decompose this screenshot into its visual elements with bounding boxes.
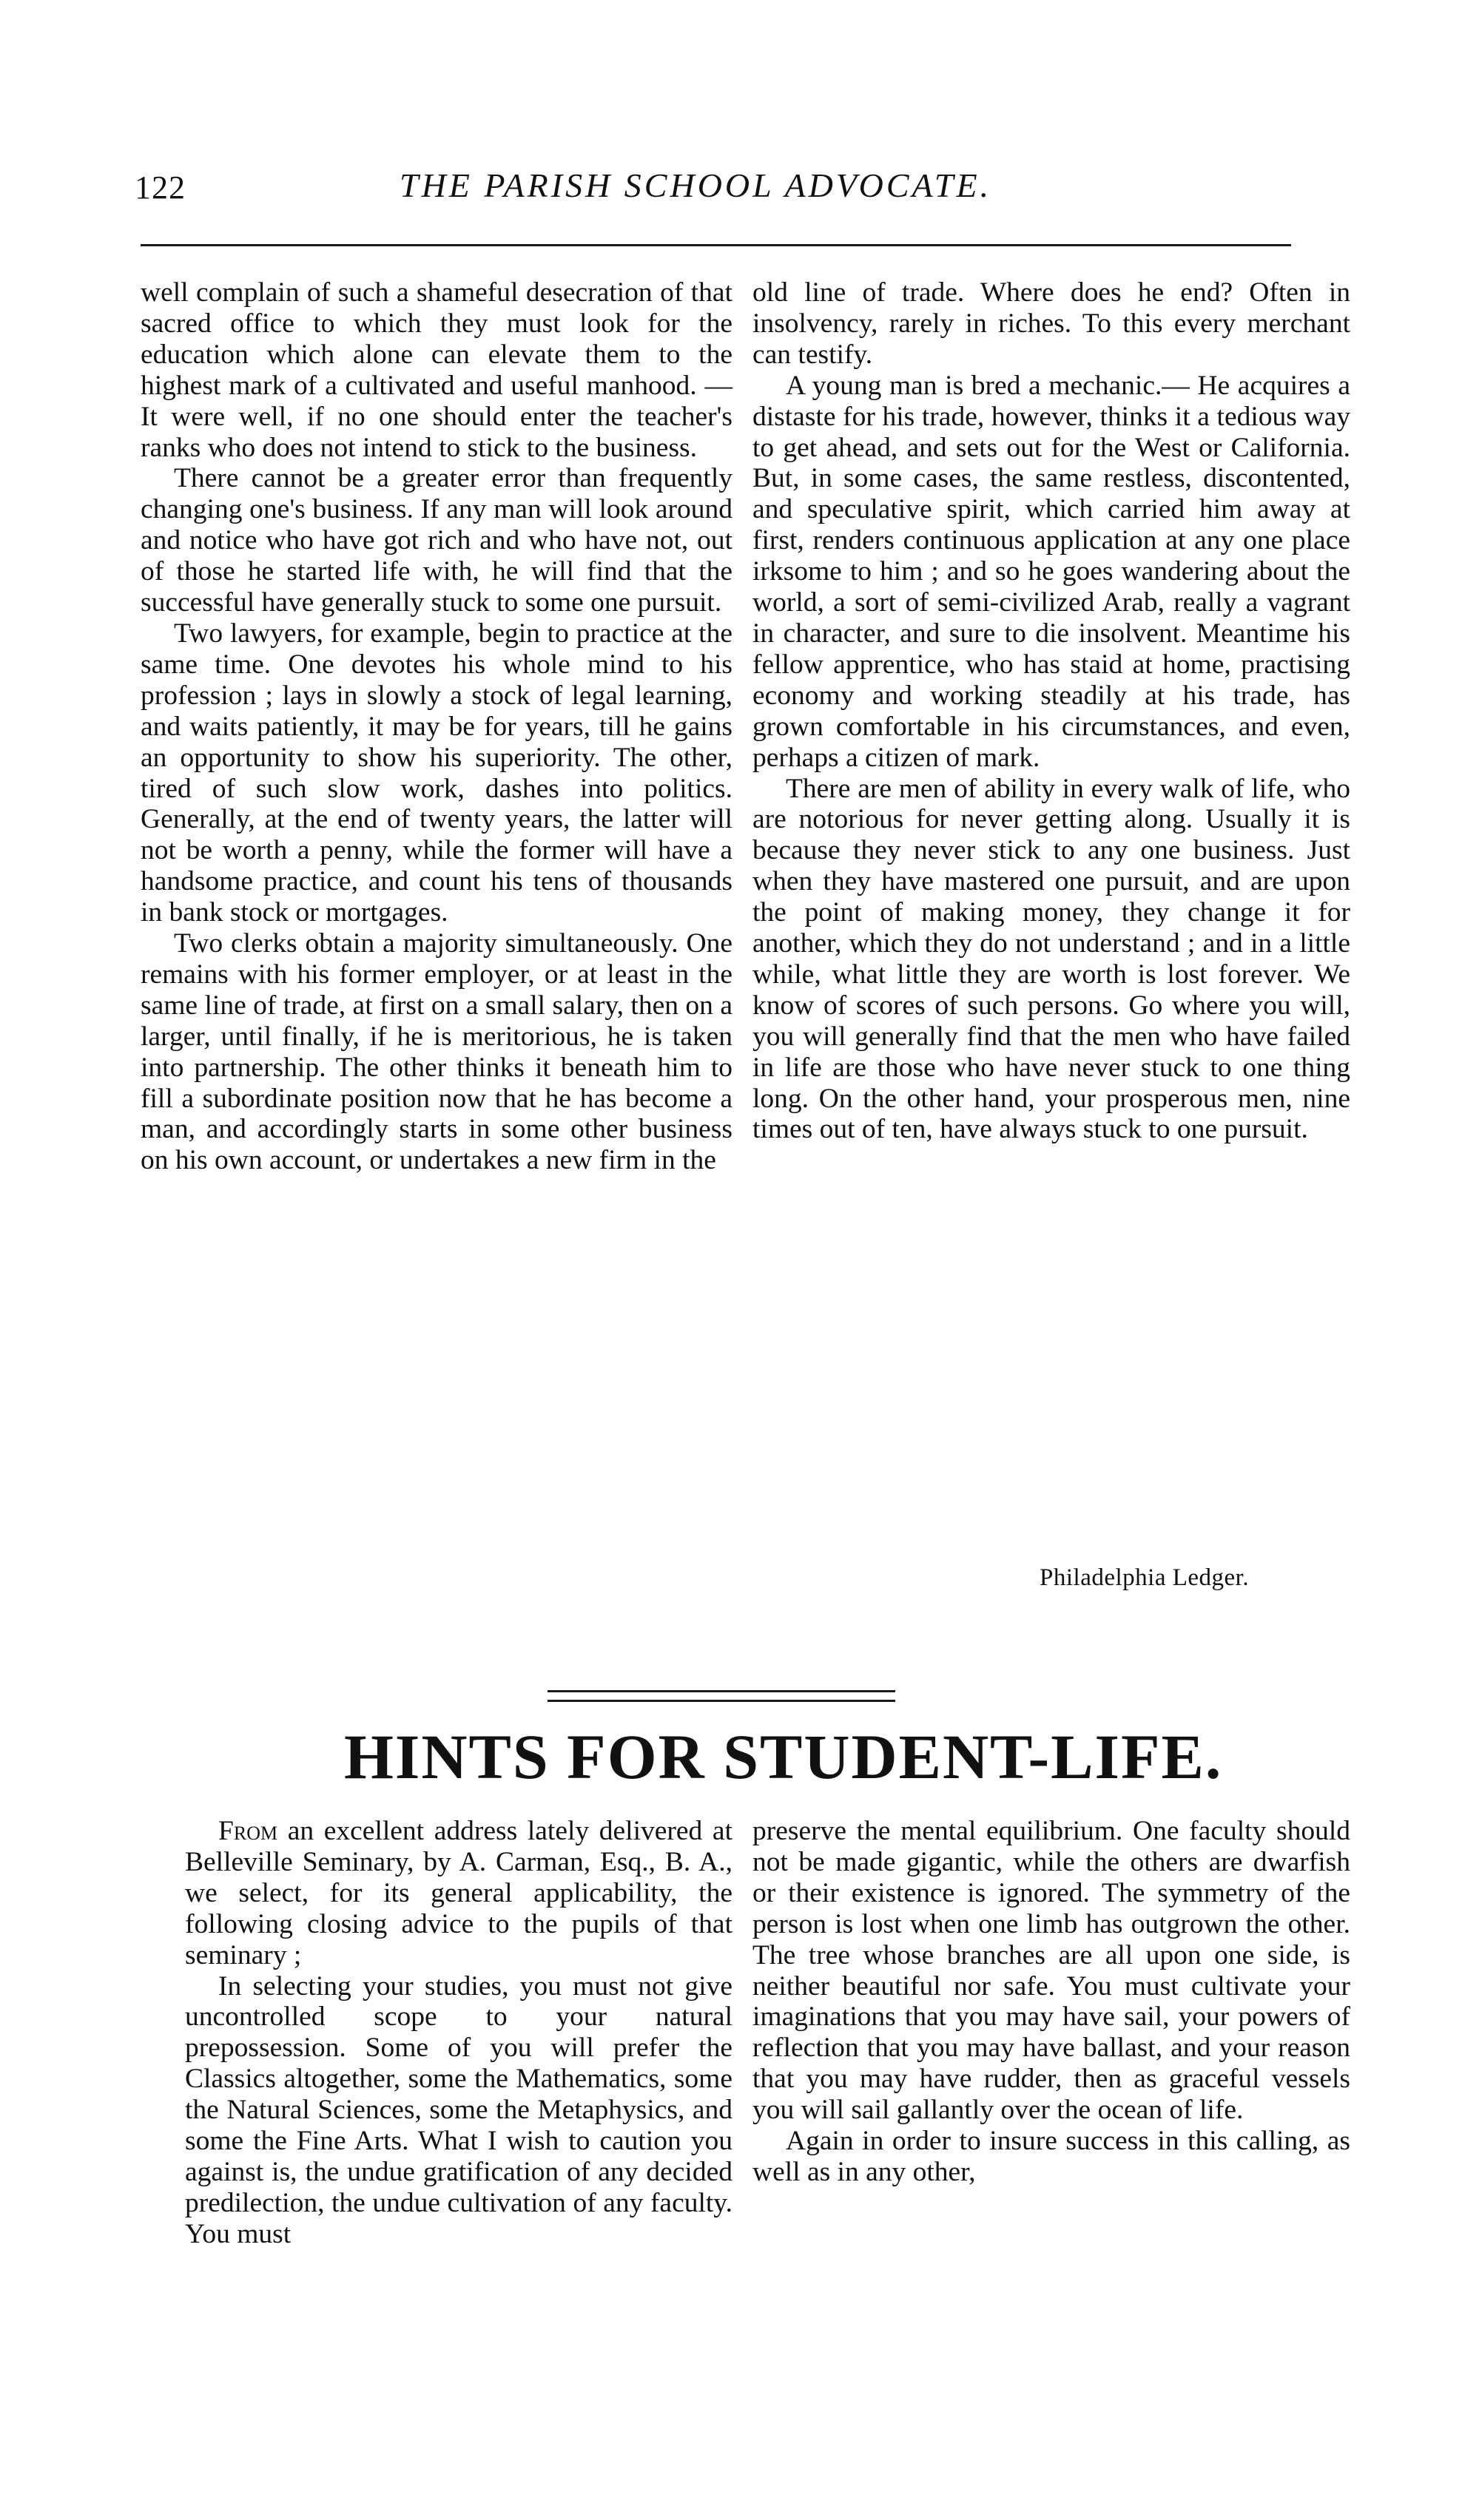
section-divider <box>548 1690 895 1702</box>
paragraph: Again in order to insure success in this calling, as well as in any other, <box>752 2126 1350 2187</box>
paragraph: Two lawyers, for example, begin to practice at the same time. One devotes his whole mind to his profession ; lays in slowly a stock of legal learning, and waits patiently, it may be for years, till he gains an opportunity to show his superiority. The other, tired of such slow work, dashes into politics. Generally, at the end of twenty years, the latter will not be worth a penny, while the former will have a handsome practice, and count his tens of thousands in bank stock or mortgages. <box>141 618 732 928</box>
running-title: THE PARISH SCHOOL ADVOCATE. <box>400 166 992 204</box>
header-rule <box>141 244 1291 246</box>
intro-paragraph <box>185 1816 732 1971</box>
paragraph: A young man is bred a mechanic.— He acquires a distaste for his trade, however, thinks it a tedious way to get ahead, and sets out for the West or California. But, in some cases, the same restless, discontented, and speculative spirit, which carried him away at first, renders continuous application at any one place irksome to him ; and so he goes wandering about the world, a sort of semi-civilized Arab, really a vagrant in character, and sure to die insolvent. Meantime his fellow apprentice, who has staid at home, practising economy and working steadily at his trade, has grown comfortable in his circumstances, and even, perhaps a citizen of mark. <box>752 370 1350 773</box>
paragraph: In selecting your studies, you must not give uncontrolled scope to your natural prepossession. Some of you will prefer the Classics altogether, some the Mathematics, some the Natural Sciences, some the Metaphysics, and some the Fine Arts. What I wish to caution you against is, the undue gratification of any decided predilection, the undue cultivation of any faculty. You must <box>185 1970 732 2249</box>
page-number: 122 <box>135 169 186 206</box>
paragraph: well complain of such a shameful desecration of that sacred office to which they must look for the education which alone can elevate them to the highest mark of a cultivated and useful manhood. —It were well, if no one should enter the teacher's ranks who does not intend to stick to the business. <box>141 277 732 463</box>
intro-text: an excellent address lately delivered at Belleville Seminary, by A. Carman, Esq., B. A., we select, for its general applicability, the following closing advice to the pupils of that seminary ; <box>185 1816 732 1970</box>
article2-left-column <box>185 1816 732 2250</box>
paragraph: There cannot be a greater error than frequently changing one's business. If any man will look around and notice who have got rich and who have not, out of those he started life with, he will find that the successful have generally stuck to some one pursuit. <box>141 463 732 618</box>
intro-first-word: From <box>218 1816 278 1846</box>
section-heading: HINTS FOR STUDENT-LIFE. <box>344 1721 1223 1792</box>
article1-left-column <box>141 277 732 1176</box>
article-source: Philadelphia Ledger. <box>1040 1564 1250 1591</box>
paragraph: Two clerks obtain a majority simultaneously. One remains with his former employer, or at least in the same line of trade, at first on a small salary, then on a larger, until finally, if he is meritorious, he is taken into partnership. The other thinks it beneath him to fill a subordinate position now that he has become a man, and accordingly starts in some other business on his own account, or undertakes a new firm in the <box>141 928 732 1176</box>
paragraph: There are men of ability in every walk of life, who are notorious for never getting along. Usually it is because they never stick to any one business. Just when they have mastered one pursuit, and are upon the point of making money, they change it for another, which they do not understand ; and in a little while, what little they are worth is lost forever. We know of scores of such persons. Go where you will, you will generally find that the men who have failed in life are those who have never stuck to one thing long. On the other hand, your prosperous men, nine times out of ten, have always stuck to one pursuit. <box>752 773 1350 1145</box>
paragraph: old line of trade. Where does he end? Often in insolvency, rarely in riches. To this every merchant can testify. <box>752 277 1350 370</box>
article2-right-column <box>752 1816 1350 2188</box>
paragraph: preserve the mental equilibrium. One faculty should not be made gigantic, while the others are dwarfish or their existence is ignored. The symmetry of the person is lost when one limb has outgrown the other. The tree whose branches are all upon one side, is neither beautiful nor safe. You must cultivate your imaginations that you may have sail, your powers of reflection that you may have ballast, and your reason that you may have rudder, then as graceful vessels you will sail gallantly over the ocean of life. <box>752 1816 1350 2126</box>
article1-right-column <box>752 277 1350 1145</box>
